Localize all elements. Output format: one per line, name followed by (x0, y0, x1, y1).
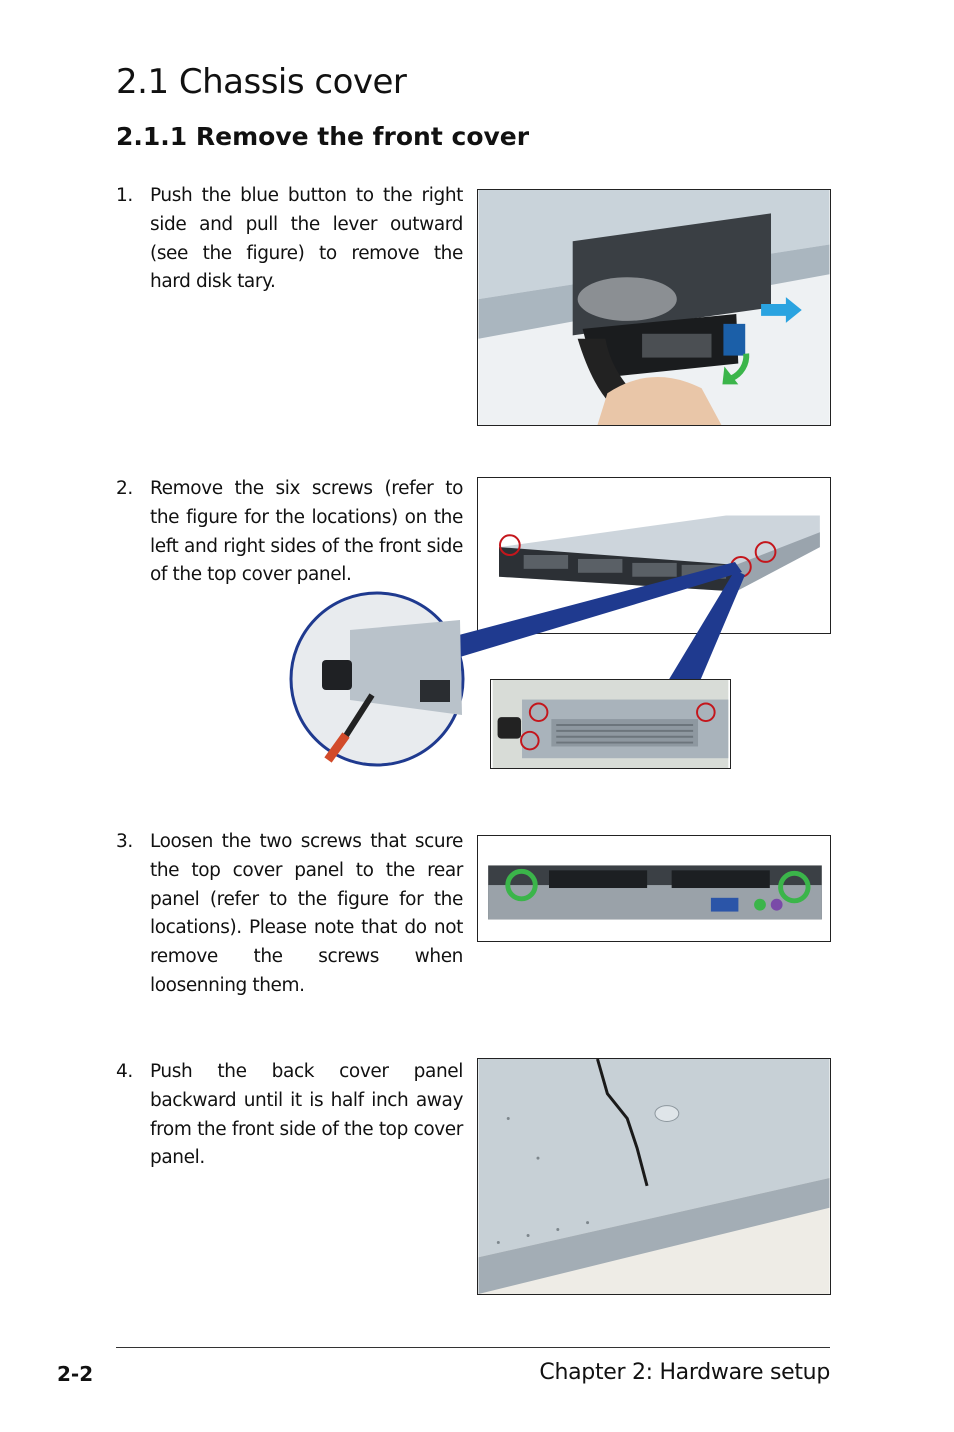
footer-rule (116, 1347, 830, 1348)
step-number: 4. (116, 1061, 133, 1082)
step-number: 1. (116, 185, 133, 206)
drive-tray-illustration (478, 190, 830, 425)
step-2 (116, 475, 463, 590)
server-front-illustration (478, 478, 830, 633)
figure-top-cover (477, 1058, 831, 1295)
side-screws-illustration (491, 680, 730, 768)
step-text: Push the blue button to the right side and pull the lever outward (see the figure) to remove the hard disk tary. (150, 185, 463, 293)
figure-side-screws (490, 679, 731, 769)
zoom-detail-circle (291, 593, 463, 765)
step-number: 3. (116, 831, 133, 852)
top-cover-illustration (478, 1059, 830, 1294)
step-4 (116, 1058, 463, 1173)
chapter-label: Chapter 2: Hardware setup (539, 1360, 830, 1385)
step-text: Push the back cover panel backward until it is half inch away from the front side of the top cover panel. (150, 1061, 463, 1169)
rear-panel-illustration (478, 836, 830, 941)
step-number: 2. (116, 478, 133, 499)
page-number: 2-2 (57, 1362, 94, 1386)
figure-drive-tray (477, 189, 831, 426)
figure-rear-panel (477, 835, 831, 942)
section-heading: 2.1.1 Remove the front cover (116, 122, 530, 151)
step-3 (116, 828, 463, 1001)
step-1 (116, 182, 463, 297)
figure-server-front (477, 477, 831, 634)
page-title: 2.1 Chassis cover (116, 62, 407, 102)
step-text: Remove the six screws (refer to the figure for the locations) on the left and right sides of the front side of the top cover panel. (150, 478, 463, 586)
step-text: Loosen the two screws that scure the top cover panel to the rear panel (refer to the figure for the locations). Please note that do not remove the screws when loosenning them. (150, 831, 463, 996)
